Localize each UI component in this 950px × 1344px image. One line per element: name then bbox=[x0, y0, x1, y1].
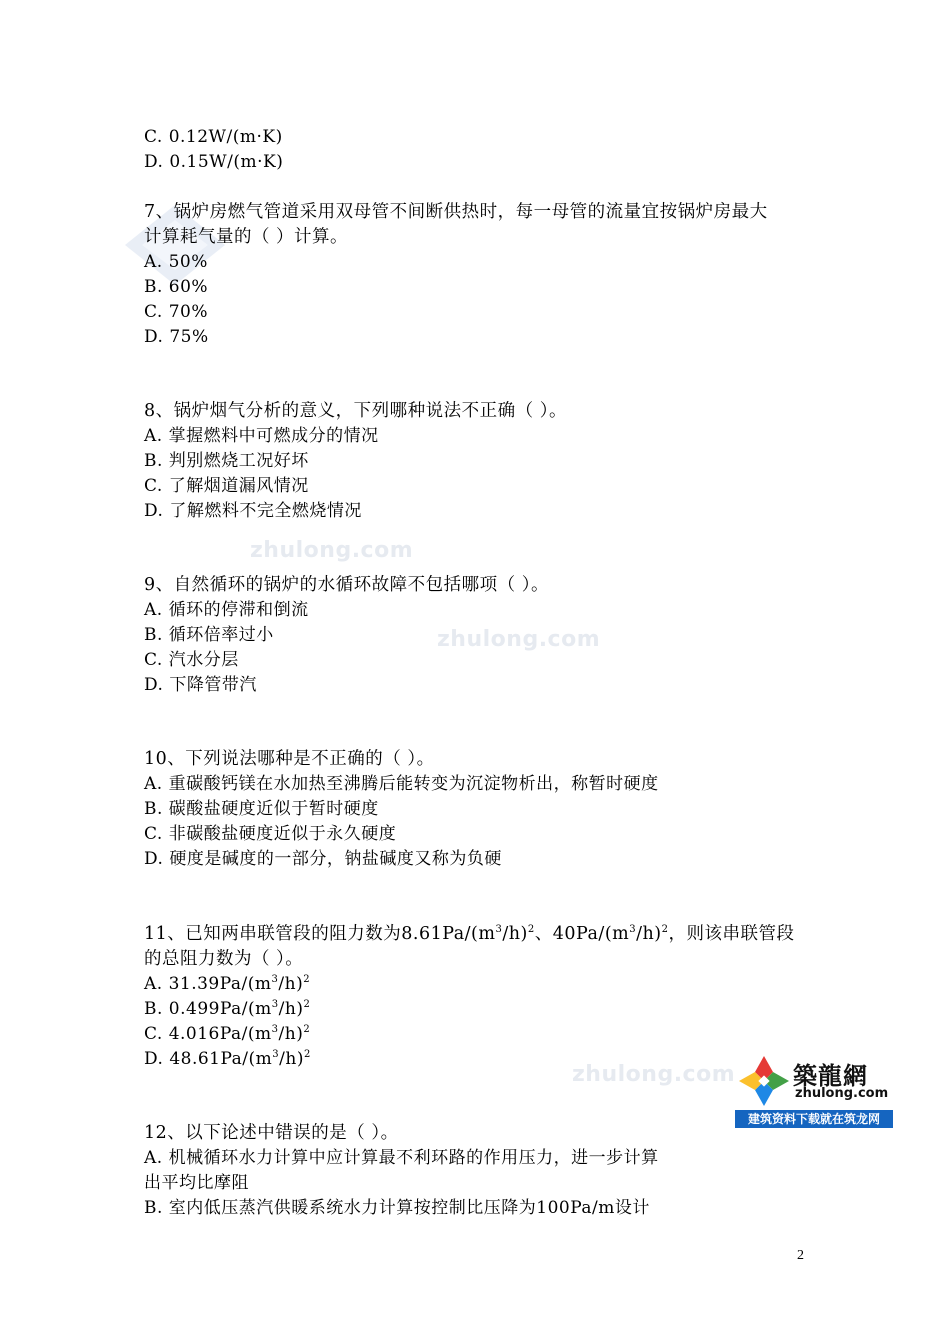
question-line: 9、自然循环的锅炉的水循环故障不包括哪项（ ）。 bbox=[144, 575, 549, 595]
zhulong-logo bbox=[735, 1052, 893, 1128]
watermark-text: zhulong.com bbox=[572, 1062, 736, 1087]
watermark-text: zhulong.com bbox=[437, 627, 601, 652]
option-line: B. 室内低压蒸汽供暖系统水力计算按控制比压降为100Pa/m设计 bbox=[144, 1198, 650, 1218]
option-line: A. 掌握燃料中可燃成分的情况 bbox=[144, 426, 379, 446]
option-line: C. 0.12W/(m·K) bbox=[144, 127, 283, 147]
option-line: D. $48.61Pa/(m^3/h)^2$ bbox=[144, 1049, 311, 1069]
option-line: B. $0.499Pa/(m^3/h)^2$ bbox=[144, 999, 311, 1019]
option-line: A. 机械循环水力计算中应计算最不利环路的作用压力，进一步计算 bbox=[144, 1148, 659, 1168]
option-line: C. 汽水分层 bbox=[144, 650, 239, 670]
question-line: 计算耗气量的（ ）计算。 bbox=[144, 227, 349, 247]
option-line: B. 60% bbox=[144, 277, 209, 297]
option-line: B. 碳酸盐硬度近似于暂时硬度 bbox=[144, 799, 379, 819]
option-line: D. 下降管带汽 bbox=[144, 675, 257, 695]
option-line: C. $4.016Pa/(m^3/h)^2$ bbox=[144, 1024, 311, 1044]
question-line: 12、以下论述中错误的是（ ）。 bbox=[144, 1123, 399, 1143]
logo-slogan: 建筑资料下载就在筑龙网 bbox=[735, 1110, 893, 1128]
logo-chinese-name: 築龍網 bbox=[793, 1061, 868, 1090]
option-line: D. 75% bbox=[144, 327, 209, 347]
option-line: A. $31.39Pa/(m^3/h)^2$ bbox=[144, 974, 311, 994]
option-line: 出平均比摩阻 bbox=[144, 1173, 249, 1193]
option-line: C. 70% bbox=[144, 302, 208, 322]
option-line: C. 非碳酸盐硬度近似于永久硬度 bbox=[144, 824, 397, 844]
question-line: 8、锅炉烟气分析的意义，下列哪种说法不正确（ ）。 bbox=[144, 401, 567, 421]
page-number: 2 bbox=[797, 1248, 804, 1263]
option-line: D. 0.15W/(m·K) bbox=[144, 152, 284, 172]
option-line: C. 了解烟道漏风情况 bbox=[144, 476, 309, 496]
zhulong-logo-icon bbox=[737, 1054, 791, 1108]
watermark-text: zhulong.com bbox=[250, 538, 414, 563]
option-line: A. 重碳酸钙镁在水加热至沸腾后能转变为沉淀物析出，称暂时硬度 bbox=[144, 774, 659, 794]
logo-english-name: zhulong.com bbox=[795, 1086, 889, 1101]
question-line: 的总阻力数为（ ）。 bbox=[144, 949, 304, 969]
option-line: B. 判别燃烧工况好坏 bbox=[144, 451, 309, 471]
option-line: A. 循环的停滞和倒流 bbox=[144, 600, 309, 620]
option-line: A. 50% bbox=[144, 252, 208, 272]
option-line: B. 循环倍率过小 bbox=[144, 625, 274, 645]
question-line: 7、锅炉房燃气管道采用双母管不间断供热时，每一母管的流量宜按锅炉房最大 bbox=[144, 202, 768, 222]
option-line: D. 了解燃料不完全燃烧情况 bbox=[144, 501, 362, 521]
question-line: 11、已知两串联管段的阻力数为$8.61Pa/(m^3/h)^2$、$40Pa/(m^3/h)^2$，则该串联管段 bbox=[144, 924, 795, 944]
question-line: 10、下列说法哪种是不正确的（ ）。 bbox=[144, 749, 435, 769]
option-line: D. 硬度是碱度的一部分，钠盐碱度又称为负硬 bbox=[144, 849, 502, 869]
